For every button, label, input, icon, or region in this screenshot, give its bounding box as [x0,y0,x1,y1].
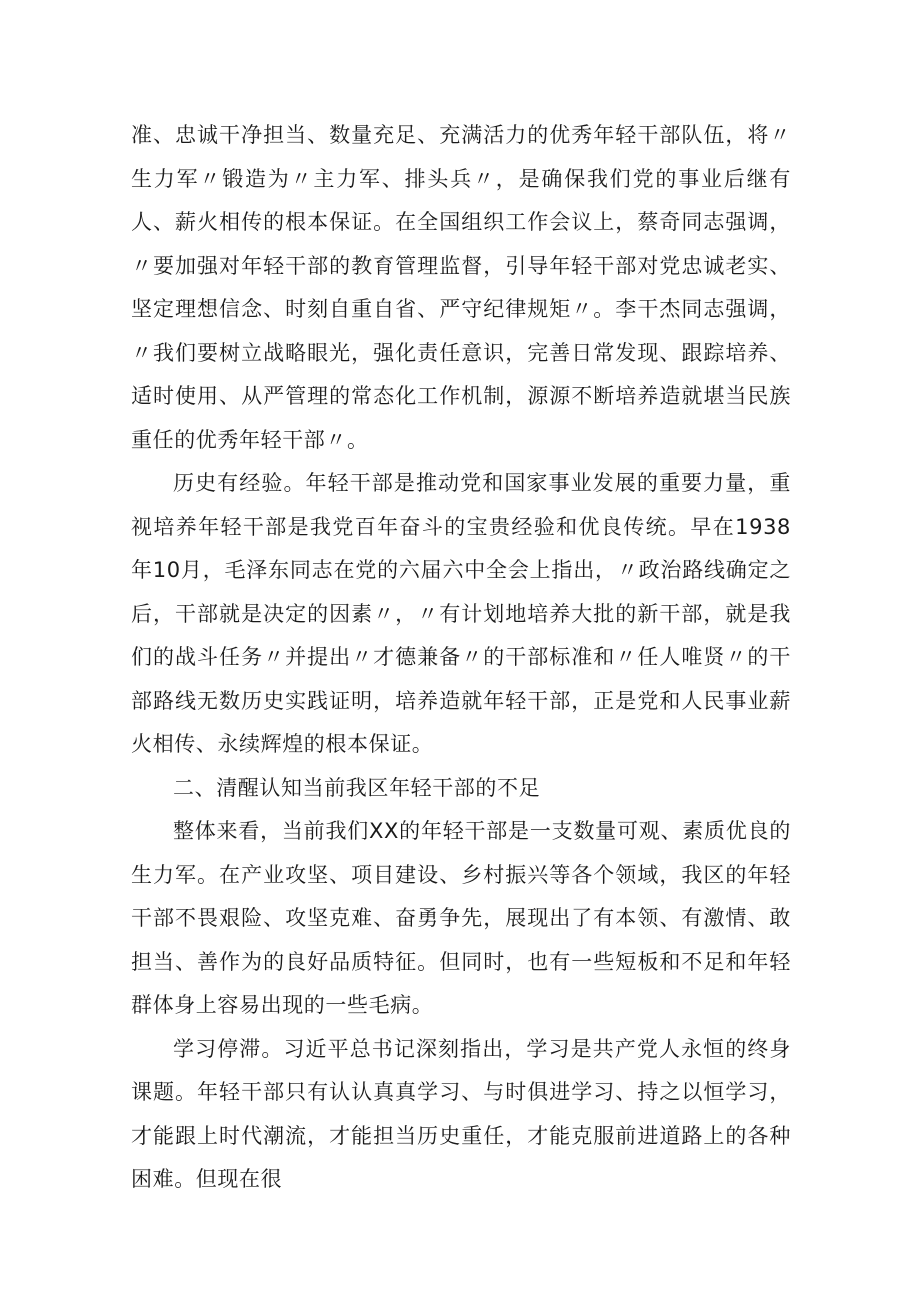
paragraph-overall-assessment: 整体来看，当前我们XX的年轻干部是一支数量可观、素质优良的生力军。在产业攻坚、项目建设、乡村振兴等各个领域，我区的年轻干部不畏艰险、攻坚克难、奋勇争先，展现出了有本领、有激情、敢担当、善作为的良好品质特征。但同时，也有一些短板和不足和年轻群体身上容易出现的一些毛病。 [131,819,791,1017]
document-body [131,114,791,1202]
section-heading-shortcomings: 二、清醒认知当前我区年轻干部的不足 [173,775,541,800]
paragraph-learning-stagnation: 学习停滞。习近平总书记深刻指出，学习是共产党人永恒的终身课题。年轻干部只有认认真真学习、与时俱进学习、持之以恒学习，才能跟上时代潮流，才能担当历史重任，才能克服前进道路上的各种困难。但现在很 [131,1036,791,1191]
paragraph-historical-experience: 历史有经验。年轻干部是推动党和国家事业发展的重要力量，重视培养年轻干部是我党百年奋斗的宝贵经验和优良传统。早在1938年10月，毛泽东同志在党的六届六中全会上指出，〃政治路线确定之后，干部就是决定的因素〃，〃有计划地培养大批的新干部，就是我们的战斗任务〃并提出〃才德兼备〃的干部标准和〃任人唯贤〃的干部路线无数历史实践证明，培养造就年轻干部，正是党和人民事业薪火相传、永续辉煌的根本保证。 [131,471,791,756]
paragraph-leadership-requirements: 准、忠诚干净担当、数量充足、充满活力的优秀年轻干部队伍，将〃生力军〃锻造为〃主力军、排头兵〃，是确保我们党的事业后继有人、薪火相传的根本保证。在全国组织工作会议上，蔡奇同志强调，〃要加强对年轻干部的教育管理监督，引导年轻干部对党忠诚老实、坚定理想信念、时刻自重自省、严守纪律规矩〃。李干杰同志强调，〃我们要树立战略眼光，强化责任意识，完善日常发现、跟踪培养、适时使用、从严管理的常态化工作机制，源源不断培养造就堪当民族重任的优秀年轻干部〃。 [131,123,791,452]
